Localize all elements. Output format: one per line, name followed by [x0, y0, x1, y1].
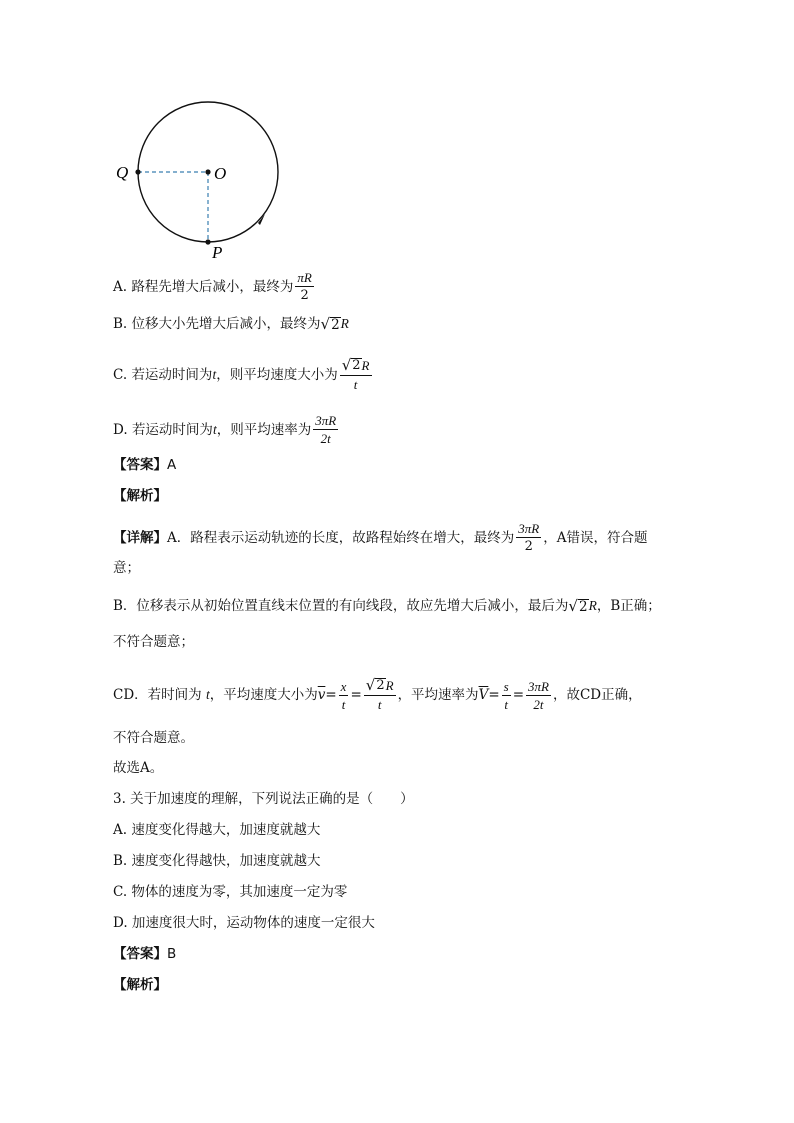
q2-detail-a-cont: 意； [113, 560, 140, 576]
q2-answer [113, 455, 176, 475]
detail-a-fraction: $\frac{3\pi R}{2}$ [518, 521, 540, 554]
option-a-prefix: A. [113, 278, 128, 295]
q2-conclusion: 故选A。 [113, 760, 164, 776]
q3-analysis-label: 【解析】 [113, 977, 167, 993]
q2-option-b: B. 位移大小先增大后减小，最终为 √ 2 R [113, 314, 349, 333]
option-a-denominator: 2 [300, 288, 309, 303]
q2-option-a [113, 270, 316, 303]
point-O [205, 169, 210, 174]
q3-option-a: A. 速度变化得越大，加速度就越大 [113, 822, 321, 838]
answer-value: A [167, 457, 177, 473]
circle-motion-diagram [108, 96, 298, 266]
detail-label: 【详解】 [113, 529, 167, 546]
label-P: P [212, 243, 223, 262]
label-Q: Q [116, 163, 129, 182]
q3-option-c: C. 物体的速度为零，其加速度一定为零 [113, 884, 348, 900]
q2-option-d: D. 若运动时间为 t ，则平均速率为 $\frac{3\pi R}{2t}$ [113, 413, 337, 446]
option-b-prefix: B. [113, 316, 128, 332]
q2-detail-b: B．位移表示从初始位置直线末位置的有向线段，故应先增大后减小，最后为 √ 2 R ，B正确； [113, 596, 661, 615]
q3-option-b: B. 速度变化得越快，加速度就越大 [113, 853, 321, 869]
q2-analysis-label: 【解析】 [113, 488, 167, 504]
option-a-text: 路程先增大后减小，最终为 [131, 278, 294, 295]
option-d-fraction: $\frac{3\pi R}{2t}$ [315, 413, 337, 446]
option-d-prefix: D. [113, 421, 128, 438]
q2-detail-a: 【详解】 A．路程表示运动轨迹的长度，故路程始终在增大，最终为 $\frac{3\pi R}{2}$ ，A错误，符合题 [113, 521, 648, 554]
q2-option-c: C. 若运动时间为 t ，则平均速度大小为 √ 2 R t [113, 356, 370, 392]
q2-detail-b-cont: 不符合题意； [113, 634, 194, 650]
q2-detail-cd: CD．若时间为 t ，平均速度大小为 $\overline{v}$ = $\frac{x}{t}$ = √ 2 R t ，平均速率为 $\overline{V}$ = $\frac{s}{t}$ = $\frac{3\pi R}{2t}$ ，故CD正确， [113, 676, 642, 712]
option-a-numerator: πR [297, 270, 312, 285]
point-Q [135, 169, 140, 174]
option-c-prefix: C. [113, 367, 128, 383]
q2-detail-cd-cont: 不符合题意。 [113, 730, 194, 746]
answer-label: 【答案】 [113, 457, 167, 473]
label-O: O [214, 164, 227, 183]
option-b-sqrt: √ 2 [320, 314, 340, 333]
option-a-fraction [295, 270, 313, 303]
q3-stem: 3. 关于加速度的理解，下列说法正确的是（ ） [113, 791, 414, 807]
option-b-text: 位移大小先增大后减小，最终为 [131, 316, 321, 332]
q3-option-d: D. 加速度很大时，运动物体的速度一定很大 [113, 915, 375, 931]
option-c-fraction: √ 2 R t [341, 356, 370, 392]
point-P [205, 239, 210, 244]
q3-answer: 【答案】 B [113, 946, 177, 962]
